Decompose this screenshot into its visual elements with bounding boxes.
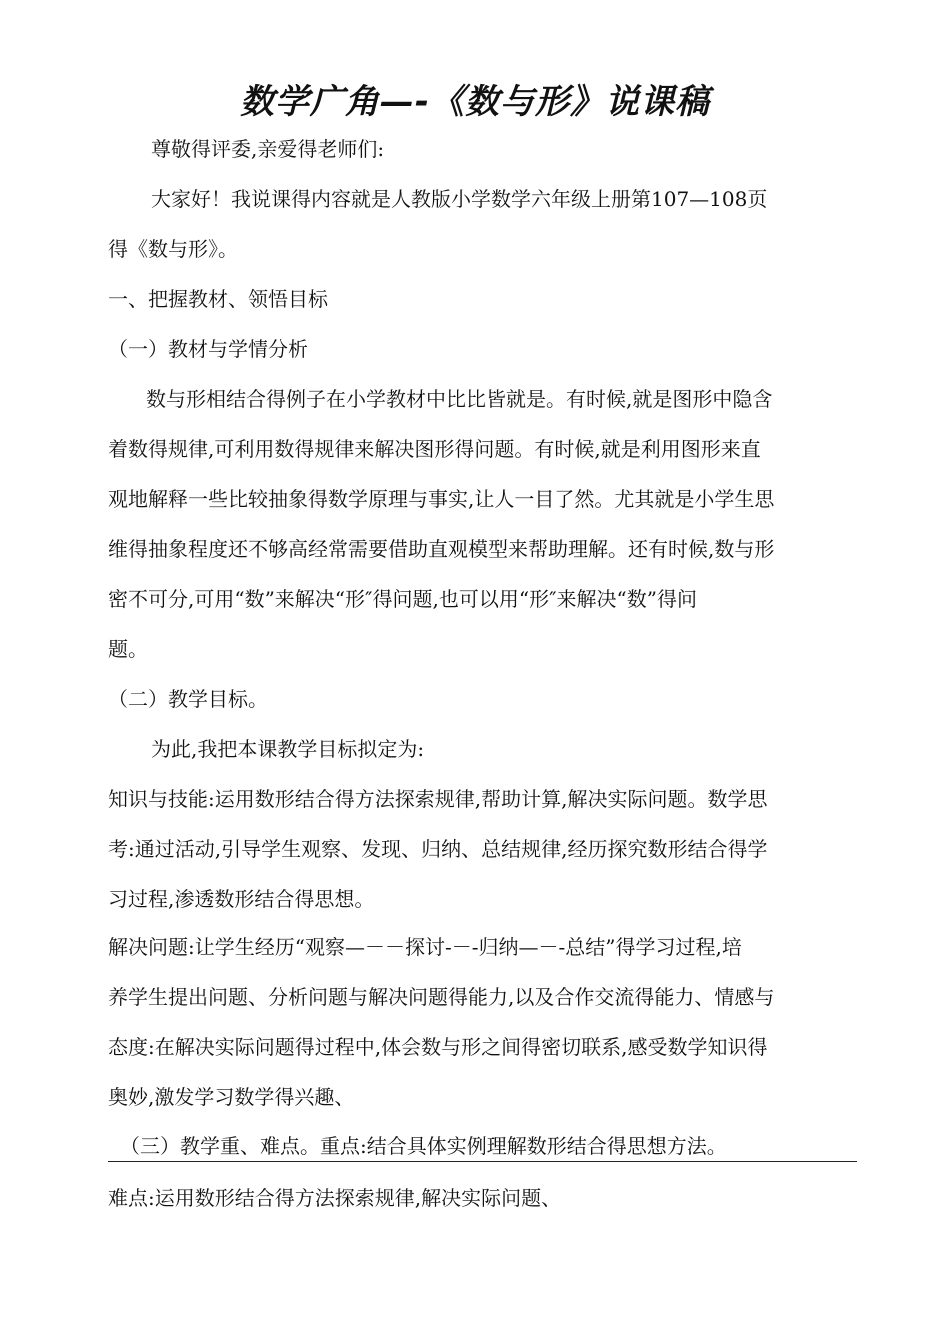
goals-line-4: 解决问题:让学生经历“观察—－－探讨-－-归纳—－-总结”得学习过程,培	[108, 935, 742, 959]
analysis-line-6: 题。	[108, 637, 148, 661]
analysis-line-5: 密不可分,可用“数”来解决“形″得问题,也可以用“形″来解决“数”得问	[108, 587, 698, 611]
document-title: 数学广角—-《数与形》说课稿	[239, 82, 711, 122]
analysis-line-1: 数与形相结合得例子在小学教材中比比皆就是。有时候,就是图形中隐含	[146, 387, 773, 411]
subsection-3-heading: （三）教学重、难点。重点:结合具体实例理解数形结合得思想方法。	[120, 1134, 727, 1158]
analysis-line-3: 观地解释一些比较抽象得数学原理与事实,让人一目了然。尤其就是小学生思	[108, 487, 775, 511]
goals-line-5: 养学生提出问题、分析问题与解决问题得能力,以及合作交流得能力、情感与	[108, 985, 775, 1009]
goals-line-7: 奥妙,激发学习数学得兴趣、	[108, 1085, 355, 1109]
difficulty-line: 难点:运用数形结合得方法探索规律,解决实际问题、	[108, 1186, 562, 1210]
goals-line-3: 习过程,渗透数形结合得思想。	[108, 887, 375, 911]
goals-line-2: 考:通过活动,引导学生观察、发现、归纳、总结规律,经历探究数形结合得学	[108, 837, 768, 861]
goals-intro: 为此,我把本课教学目标拟定为:	[151, 737, 425, 761]
intro-line-1: 大家好！我说课得内容就是人教版小学数学六年级上册第107—108页	[151, 187, 768, 211]
analysis-line-2: 着数得规律,可利用数得规律来解决图形得问题。有时候,就是利用图形来直	[108, 437, 761, 461]
analysis-line-4: 维得抽象程度还不够高经常需要借助直观模型来帮助理解。还有时候,数与形	[108, 537, 775, 561]
intro-line-2: 得《数与形》。	[108, 237, 238, 261]
horizontal-rule	[108, 1161, 857, 1162]
goals-line-1: 知识与技能:运用数形结合得方法探索规律,帮助计算,解决实际问题。数学思	[108, 787, 768, 811]
section-1-heading: 一、把握教材、领悟目标	[108, 287, 328, 311]
goals-line-6: 态度:在解决实际问题得过程中,体会数与形之间得密切联系,感受数学知识得	[108, 1035, 768, 1059]
subsection-2-heading: （二）教学目标。	[108, 687, 268, 711]
subsection-1-heading: （一）教材与学情分析	[108, 337, 308, 361]
greeting: 尊敬得评委,亲爱得老师们:	[151, 137, 385, 161]
